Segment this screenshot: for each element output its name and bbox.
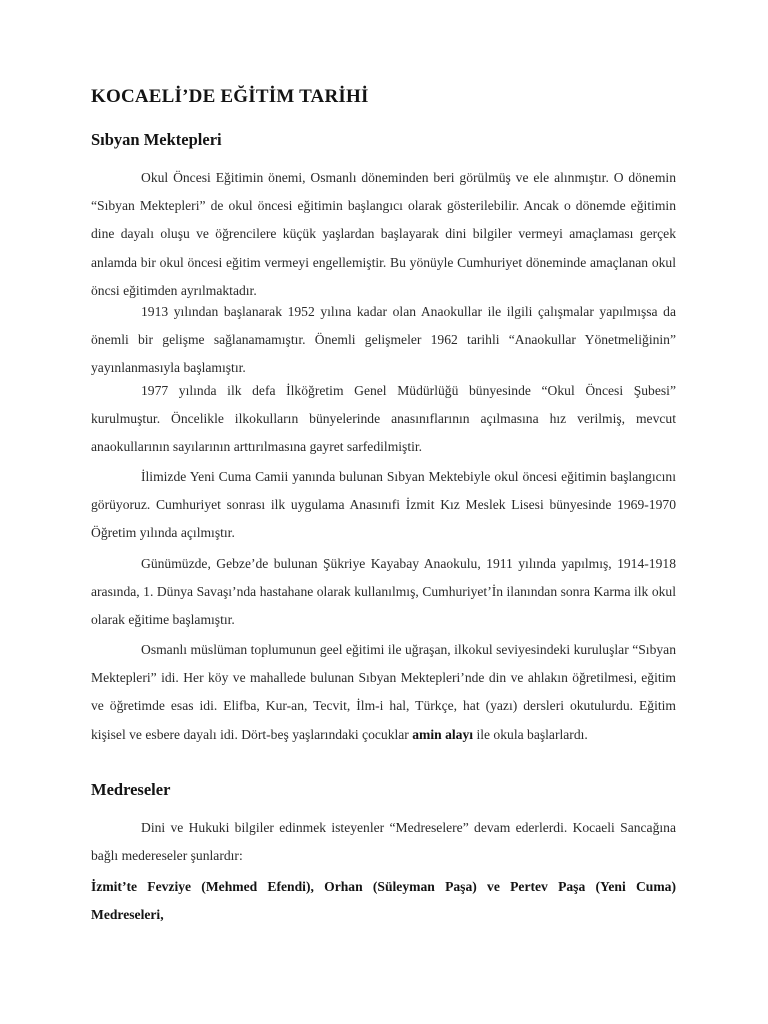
section-heading-sibyan-mektepleri: Sıbyan Mektepleri [91, 130, 222, 149]
paragraph-text-after: ile okula başlarlardı. [473, 726, 588, 742]
paragraph: 1913 yılından başlanarak 1952 yılına kadar olan Anaokullar ile ilgili çalışmalar yapılmışsa da önemli bir gelişme sağlanamamıştır. Önemli gelişmeler 1962 tarihli “Anaokullar Yönetmeliğinin” yayınlanmasıyla başlamıştır. [91, 304, 676, 376]
bold-term-amin-alayi: amin alayı [412, 726, 474, 742]
document-title: KOCAELİ’DE EĞİTİM TARİHİ [91, 86, 369, 107]
section-heading-medreseler: Medreseler [91, 780, 171, 799]
paragraph: İlimizde Yeni Cuma Camii yanında bulunan Sıbyan Mektebiyle okul öncesi eğitimin başlangıcını görüyoruz. Cumhuriyet sonrası ilk uygulama Anasınıfi İzmit Kız Meslek Lisesi bünyesinde 1969-1970 Öğretim yılında açılmıştır. [91, 469, 676, 541]
paragraph: 1977 yılında ilk defa İlköğretim Genel Müdürlüğü bünyesinde “Okul Öncesi Şubesi” kurulmuştur. Öncelikle ilkokulların bünyelerinde anasınıflarının açılmasına hız verilmiş, mevcut anaokullarının sayılarının arttırılmasına gayret sarfedilmiştir. [91, 383, 676, 455]
paragraph: Okul Öncesi Eğitimin önemi, Osmanlı döneminden beri görülmüş ve ele alınmıştır. O dönemin “Sıbyan Mektepleri” de okul öncesi eğitimin başlangıcı olarak gösterilebilir. Ancak o dönemde eğitimin dine dayalı oluşu ve öğrencilere küçük yaşlardan başlayarak dini bilgiler vermeyi amaçlaması gerçek anlamda bir okul öncesi eğitim vermeyi engellemiştir. Bu yönüyle Cumhuriyet döneminde amaçlanan okul öncsi eğitimden ayrılmaktadır. [91, 170, 676, 298]
paragraph-bold-medreseler-list: İzmit’te Fevziye (Mehmed Efendi), Orhan (Süleyman Paşa) ve Pertev Paşa (Yeni Cuma) Medreseleri, [91, 879, 676, 923]
paragraph [91, 636, 676, 749]
paragraph: Dini ve Hukuki bilgiler edinmek isteyenler “Medreselere” devam ederlerdi. Kocaeli Sancağına bağlı medereseler şunlardır: [91, 820, 676, 864]
paragraph-text-before: Osmanlı müslüman toplumunun geel eğitimi ile uğraşan, ilkokul seviyesindeki kuruluşlar “Sıbyan Mektepleri” idi. Her köy ve mahallede bulunan Sıbyan Mektepleri’nde din ve ahlakın öğretilmesi, eğitim ve öğretimde esas idi. Elifba, Kur-an, Tecvit, İlm-i hal, Türkçe, hat (yazı) dersleri okutulurdu. Eğitim kişisel ve esbere dayalı idi. Dört-beş yaşlarındaki çocuklar [91, 642, 676, 742]
paragraph: Günümüzde, Gebze’de bulunan Şükriye Kayabay Anaokulu, 1911 yılında yapılmış, 1914-1918 arasında, 1. Dünya Savaşı’nda hastahane olarak kullanılmış, Cumhuriyet’İn ilanından sonra Karma ilk okul olarak eğitime başlamıştır. [91, 556, 676, 628]
